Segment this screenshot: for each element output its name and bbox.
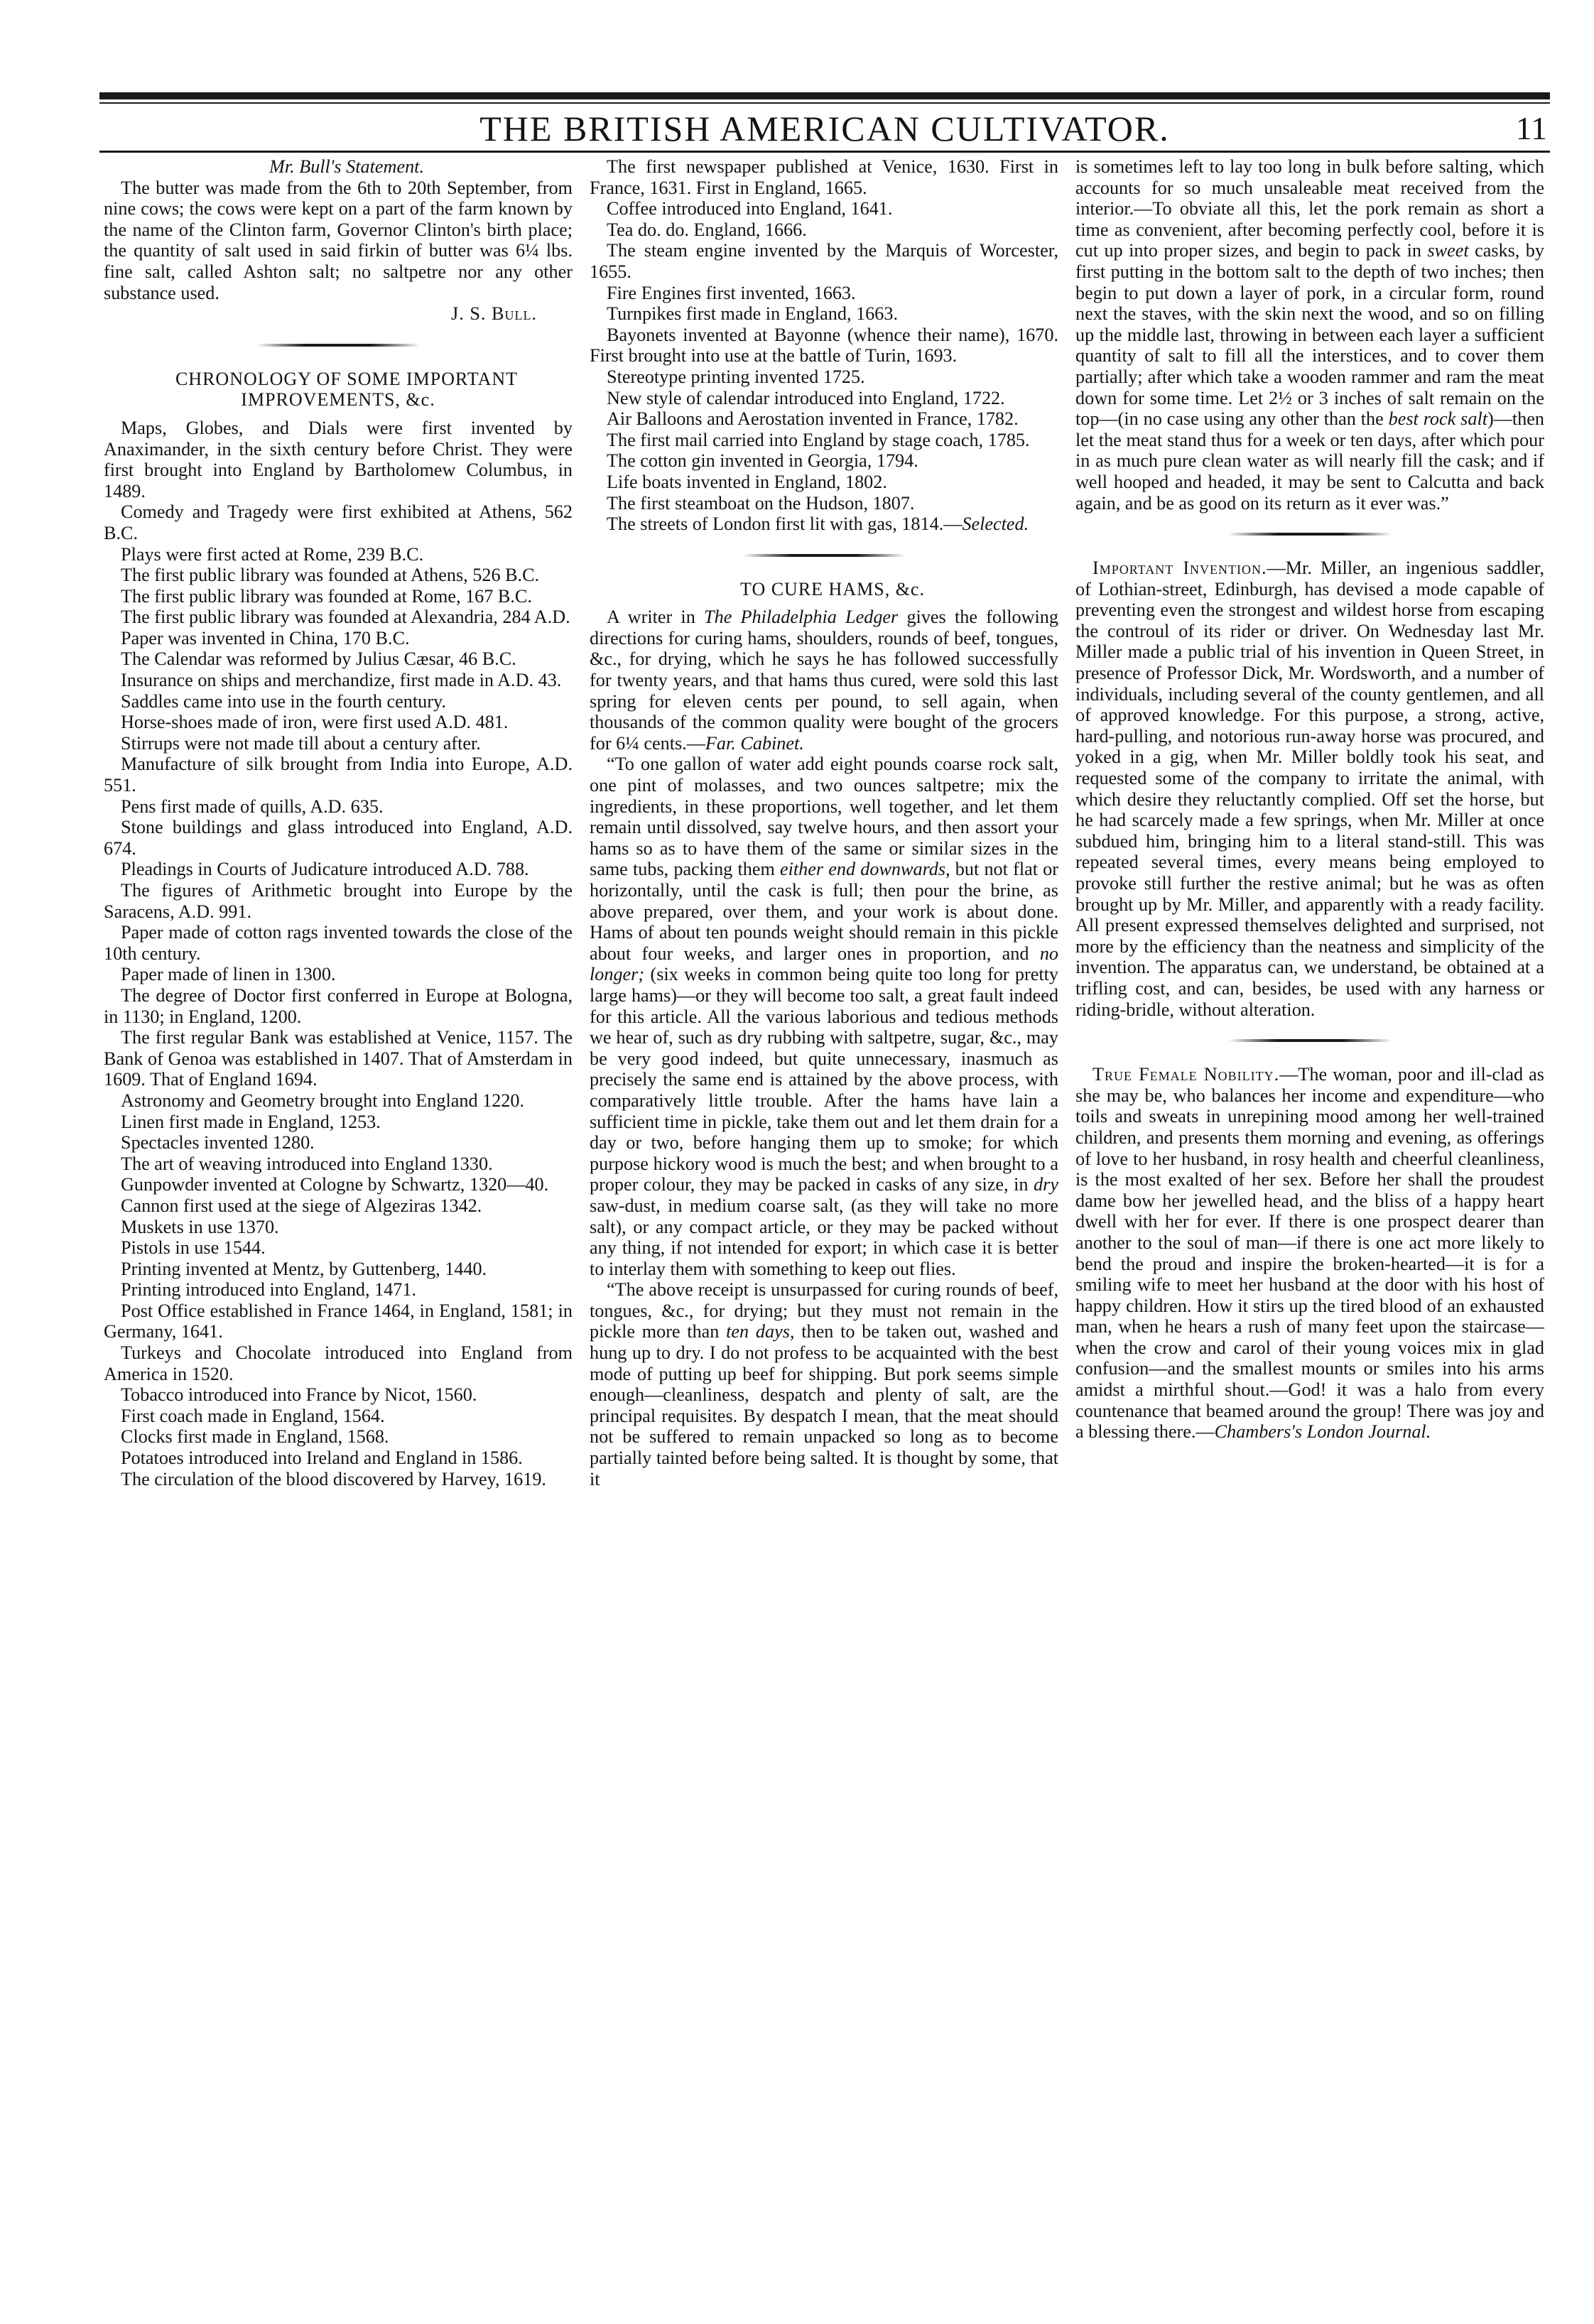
hams-paragraph-2	[590, 754, 1058, 1279]
section-divider	[1075, 1033, 1544, 1048]
chronology-source: Selected.	[962, 514, 1029, 535]
chronology-item: Maps, Globes, and Dials were first invented by Anaximander, in the sixth century before Christ. They were first brought into England by Bartholomew Columbus, in 1489.	[104, 417, 573, 501]
chronology-item: Comedy and Tragedy were first exhibited at Athens, 562 B.C.	[104, 501, 573, 543]
chronology-item: Stereotype printing invented 1725.	[607, 366, 865, 387]
chronology-item: Pens first made of quills, A.D. 635.	[121, 796, 384, 817]
hams-p1-b: gives the following directions for curing hams, shoulders, rounds of beef, tongues, &c., for drying, which he says he has followed successfully for twenty years, and that hams thus cured, were sold this last spring for eleven cents per pound, to sell again, when thousands of the common quality were bought of the grocers for 6¼ cents.—	[590, 607, 1058, 754]
chronology-item: Pistols in use 1544.	[121, 1237, 266, 1259]
chronology-heading-line-2: IMPROVEMENTS, &c.	[241, 389, 435, 411]
masthead-bottom-rule	[99, 151, 1550, 153]
chronology-item: Paper made of cotton rags invented towards the close of the 10th century.	[104, 922, 573, 964]
masthead-thin-rule	[99, 102, 1550, 104]
page-number: 11	[1515, 110, 1547, 146]
chronology-item: Insurance on ships and merchandize, first made in A.D. 43.	[121, 670, 562, 691]
chronology-item: Spectacles invented 1280.	[121, 1132, 315, 1153]
chronology-item: Printing introduced into England, 1471.	[121, 1279, 417, 1301]
masthead-title: THE BRITISH AMERICAN CULTIVATOR.	[479, 109, 1170, 148]
chronology-heading-line-1: CHRONOLOGY OF SOME IMPORTANT	[175, 368, 519, 389]
column-3	[1071, 156, 1549, 2308]
hams-p1-a: A writer in	[607, 607, 705, 628]
chronology-item: Life boats invented in England, 1802.	[607, 471, 887, 492]
hams-p2-c: (six weeks in common being quite too long for pretty large hams)—or they will become too salt, a great fault indeed for this article. All the various laborious and tedious methods we hear of, such as dry rubbing with saltpetre, sugar, &c., may be very good indeed, but quite unnecessary, inasmuch as precisely the same end is attained by the above process, with comparatively little trouble. After the hams have lain a sufficient time in pickle, take them out and let them drain for a day or two, before hanging them up to smoke; for which purpose hickory wood is much the best; and when brought to a proper colour, they may be packed in casks of any size, in	[590, 964, 1058, 1195]
chronology-item: Muskets in use 1370.	[121, 1216, 279, 1237]
hams-p2-em1: either end downwards	[780, 859, 946, 880]
hams-cont-a: is sometimes left to lay too long in bulk before salting, which accounts for so much unsaleable meat received from the interior.—To obviate all this, let the pork remain as short a time as convenient, after becoming perfectly cool, before it is cut up into proper sizes, and begin to pack in	[1075, 156, 1544, 261]
bull-statement-text: The butter was made from the 6th to 20th September, from nine cows; the cows were kept on a part of the farm known by the name of the Clinton farm, Governor Clinton's birth place; the quantity of salt used in said firkin of butter was 6¼ lbs. fine salt, called Ashton salt; no saltpetre nor any other substance used.	[104, 177, 573, 303]
masthead-top-rule	[99, 92, 1550, 99]
chronology-list-continued	[590, 156, 1058, 514]
invention-label: Important Invention.	[1093, 558, 1267, 579]
hams-p2-em3: dry	[1034, 1174, 1058, 1195]
chronology-item: The first regular Bank was established at Venice, 1157. The Bank of Genoa was established in 1407. That of Amsterdam in 1609. That of England 1694.	[104, 1027, 573, 1090]
chronology-item: Turnpikes first made in England, 1663.	[607, 303, 898, 325]
chronology-item: The first mail carried into England by stage coach, 1785.	[607, 429, 1030, 450]
chronology-item: Coffee introduced into England, 1641.	[607, 198, 893, 219]
chronology-item: The first newspaper published at Venice, 1630. First in France, 1631. First in England, 1665.	[590, 156, 1058, 198]
chronology-item: New style of calendar introduced into England, 1722.	[607, 387, 1005, 408]
hams-paragraph-3	[590, 1279, 1058, 1489]
nobility-text: —The woman, poor and ill-clad as she may be, who balances her income and expenditure—who toils and sweats in unrepining mood among her well-trained children, and presents them morning and evening, as offerings of love to her husband, in rosy health and cheerful cleanliness, is the most exalted of her sex. Before her shall the proudest dame bow her jewelled head, and the bliss of a happy heart dwell with her for ever. If there is one prospect dearer than another to the soul of man—if there is one act more likely to bend the proud and inspire the broken-hearted—it is for a smiling wife to meet her husband at the door with his host of happy children. How it stirs up the tired blood of an exhausted man, when he hears a rush of many feet upon the staircase—when the crow and carol of their young voices mix in glad confusion—and the smallest mounts or smiles into his arms amidst a mirthful shout.—God! it was a halo from every countenance that beamed around the group! There was joy and a blessing there.—	[1075, 1064, 1544, 1443]
hams-p2-b: , but not flat or horizontally, until the cask is full; then pour the brine, as above prepared, over them, and your work is about done. Hams of about ten pounds weight should remain in this pickle about four weeks, and larger ones in proportion, and	[590, 859, 1058, 964]
hams-p2-d: saw-dust, in medium coarse salt, (as they will take no more salt), or any compact article, or they may be packed without any thing, if not intended for export; in which case it is better to interlay them with something to keep out flies.	[590, 1195, 1058, 1279]
invention-article	[1075, 558, 1544, 1020]
hams-cont-em1: sweet	[1427, 240, 1469, 261]
hams-p3-b: then to be taken out, washed and hung up to dry. I do not profess to be acquainted with the best mode of putting up beef for shipping. But pork seems simple enough—cleanliness, despatch and plenty of salt, are the principal requisites. By despatch I mean, that the meat should not be suffered to remain unpacked so long as to become partially tainted before being salted. It is thought by some, that it	[590, 1321, 1058, 1489]
nobility-article	[1075, 1064, 1544, 1443]
chronology-list	[104, 418, 573, 1489]
column-1	[99, 156, 577, 2308]
chronology-item: Stirrups were not made till about a century after.	[121, 732, 481, 754]
chronology-item: Tea do. do. England, 1666.	[607, 219, 807, 240]
bull-statement-heading: Mr. Bull's Statement.	[269, 156, 424, 177]
chronology-item: Clocks first made in England, 1568.	[121, 1426, 389, 1448]
bull-signature: J. S. Bull.	[451, 303, 537, 325]
chronology-item: The figures of Arithmetic brought into Europe by the Saracens, A.D. 991.	[104, 880, 573, 922]
chronology-item: The first public library was founded at Alexandria, 284 A.D.	[121, 607, 570, 628]
chronology-item: Manufacture of silk brought from India into Europe, A.D. 551.	[104, 754, 573, 796]
chronology-item: The circulation of the blood discovered by Harvey, 1619.	[121, 1468, 546, 1489]
hams-cont-b: casks, by first putting in the bottom salt to the depth of two inches; then begin to put down a layer of pork, in a circular form, round next the staves, with the skin next the wood, and so on filling up the middle last, throwing in between each layer a sufficient quantity of salt to fill all the interstices, and to cover them partially; after which take a wooden rammer and ram the meat down for some time. Let 2½ or 3 inches of salt remain on the top—(in no case using any other than the	[1075, 240, 1544, 430]
chronology-item-last-text: The streets of London first lit with gas, 1814.—	[607, 514, 963, 535]
chronology-item: Printing invented at Mentz, by Guttenberg, 1440.	[121, 1258, 487, 1279]
chronology-item: Post Office established in France 1464, in England, 1581; in Germany, 1641.	[104, 1300, 573, 1342]
chronology-item: Paper made of linen in 1300.	[121, 964, 336, 985]
chronology-item: Astronomy and Geometry brought into England 1220.	[121, 1090, 525, 1111]
chronology-item-last	[590, 514, 1058, 535]
chronology-item: The first steamboat on the Hudson, 1807.	[607, 492, 915, 514]
invention-text: —Mr. Miller, an ingenious saddler, of Lothian-street, Edinburgh, has devised a mode capable of preventing even the strongest and wildest horse from escaping the controul of its rider or driver. On Wednesday last Mr. Miller made a public trial of his invention in Queen Street, in presence of Professor Dick, Mr. Wordsworth, and a number of individuals, including several of the county gentlemen, and all of approved knowledge. For this purpose, a strong, active, hard-pulling, and notorious run-away horse was procured, and yoked in a gig, when Mr. Miller boldly took his seat, and requested some of the company to irritate the animal, with which desire they reluctantly complied. Off set the horse, but he had scarcely made a few springs, when Mr. Miller at once subdued him, bringing him to a literal stand-still. This was repeated several times, every means being employed to provoke still further the restive animal; but he was as often brought up by Mr. Miller, and apparently with a ready facility. All present expressed themselves delighted and surprised, not more by the efficiency than the neatness and simplicity of the invention. The apparatus can, we understand, be obtained at a trifling cost, and can, besides, be used with any harness or riding-bridle, without alteration.	[1075, 558, 1544, 1020]
hams-heading: TO CURE HAMS, &c.	[740, 578, 925, 599]
nobility-source: Chambers's London Journal.	[1214, 1421, 1431, 1443]
chronology-item: Pleadings in Courts of Judicature introduced A.D. 788.	[121, 859, 529, 880]
section-divider	[104, 337, 573, 353]
hams-cont-em2: best rock salt	[1388, 408, 1487, 430]
chronology-item: The cotton gin invented in Georgia, 1794.	[607, 450, 918, 472]
chronology-item: Gunpowder invented at Cologne by Schwartz, 1320—40.	[121, 1174, 549, 1195]
hams-p1-source: Far. Cabinet.	[705, 732, 804, 754]
chronology-item: Paper was invented in China, 170 B.C.	[121, 627, 410, 648]
hams-p3-em: ten days,	[726, 1321, 795, 1342]
chronology-item: Plays were first acted at Rome, 239 B.C.	[121, 543, 424, 565]
columns	[99, 156, 1549, 2308]
chronology-item: Turkeys and Chocolate introduced into England from America in 1520.	[104, 1342, 573, 1384]
chronology-item: Linen first made in England, 1253.	[121, 1111, 381, 1132]
chronology-item: Saddles came into use in the fourth century.	[121, 690, 446, 712]
chronology-item: Air Balloons and Aerostation invented in France, 1782.	[607, 408, 1019, 430]
section-divider	[1075, 526, 1544, 542]
hams-p2-a: “To one gallon of water add eight pounds coarse rock salt, one pint of molasses, and two ounces saltpetre; mix the ingredients, in these proportions, well together, and let them remain until dissolved, say twelve hours, and then assort your hams so as to have them of the same or similar sizes in the same tubs, packing them	[590, 754, 1058, 880]
chronology-item: The art of weaving introduced into England 1330.	[121, 1153, 493, 1174]
hams-p3-a: “The above receipt is unsurpassed for curing rounds of beef, tongues, &c., for drying; but they must not remain in the pickle more than	[590, 1279, 1058, 1342]
nobility-label: True Female Nobility.	[1093, 1064, 1280, 1085]
hams-p1-paper: The Philadelphia Ledger	[704, 607, 899, 628]
chronology-item: The Calendar was reformed by Julius Cæsar, 46 B.C.	[121, 648, 516, 670]
hams-paragraph-1	[590, 607, 1058, 754]
chronology-item: The first public library was founded at Rome, 167 B.C.	[121, 585, 532, 607]
chronology-item: Bayonets invented at Bayonne (whence their name), 1670. First brought into use at the battle of Turin, 1693.	[590, 324, 1058, 366]
chronology-item: Fire Engines first invented, 1663.	[607, 282, 856, 303]
column-2	[585, 156, 1063, 2308]
chronology-item: Stone buildings and glass introduced into England, A.D. 674.	[104, 817, 573, 859]
chronology-item: Cannon first used at the siege of Algeziras 1342.	[121, 1195, 482, 1216]
chronology-item: First coach made in England, 1564.	[121, 1405, 385, 1426]
chronology-item: The first public library was founded at Athens, 526 B.C.	[121, 565, 540, 586]
chronology-heading	[104, 369, 573, 411]
chronology-item: Potatoes introduced into Ireland and England in 1586.	[121, 1448, 523, 1469]
hams-continuation	[1075, 156, 1544, 514]
chronology-item: Horse-shoes made of iron, were first used A.D. 481.	[121, 712, 509, 733]
chronology-item: Tobacco introduced into France by Nicot, 1560.	[121, 1384, 477, 1406]
hams-cont-c: )—then let the meat stand thus for a week or ten days, after which pour in as much pure clean water as will nearly fill the cask; and if well hooped and headed, it may be sent to Calcutta and back again, and be as good on its return as it ever was.”	[1075, 408, 1544, 514]
chronology-item: The steam engine invented by the Marquis of Worcester, 1655.	[590, 240, 1058, 282]
section-divider	[590, 548, 1058, 563]
hams-p2-em2: no longer;	[590, 943, 1058, 985]
chronology-item: The degree of Doctor first conferred in Europe at Bologna, in 1130; in England, 1200.	[104, 984, 573, 1027]
